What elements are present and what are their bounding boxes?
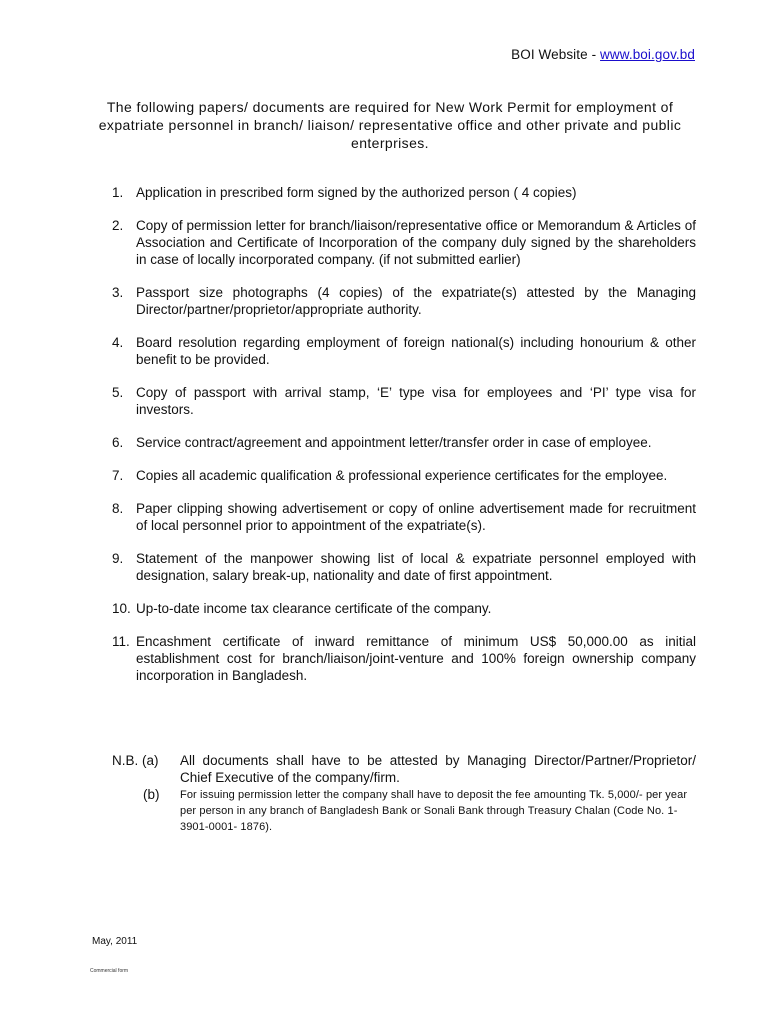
list-item	[112, 600, 696, 617]
item-number: 1.	[112, 185, 124, 200]
item-text: Encashment certificate of inward remittance of minimum US$ 50,000.00 as initial establishment cost for branch/liaison/joint-venture and 100% foreign ownership company incorporation in Bangladesh.	[136, 634, 696, 683]
nb-label-b: (b)	[143, 787, 160, 802]
item-text: Passport size photographs (4 copies) of the expatriate(s) attested by the Managing Director/partner/proprietor/appropriate authority.	[136, 285, 696, 317]
item-number: 2.	[112, 218, 124, 233]
item-text: Up-to-date income tax clearance certificate of the company.	[136, 601, 492, 616]
nb-label-a: N.B. (a)	[112, 753, 159, 768]
item-text: Statement of the manpower showing list of local & expatriate personnel employed with designation, salary break-up, nationality and date of first appointment.	[136, 551, 696, 583]
item-text: Copy of permission letter for branch/liaison/representative office or Memorandum & Articles of Association and Certificate of Incorporation of the company duly signed by the shareholders in case of locally incorporated company. (if not submitted earlier)	[136, 218, 696, 267]
list-item	[112, 184, 696, 201]
nota-bene-b	[112, 786, 696, 835]
nb-text-b: For issuing permission letter the company shall have to deposit the fee amounting Tk. 5,000/- per year per person in any branch of Bangladesh Bank or Sonali Bank through Treasury Chalan (Code No. 1-3901-0001- 1876).	[180, 789, 688, 833]
item-text: Copies all academic qualification & professional experience certificates for the employee.	[136, 468, 668, 483]
item-number: 7.	[112, 468, 124, 483]
list-item	[112, 434, 696, 451]
requirements-list	[112, 184, 696, 700]
item-text: Service contract/agreement and appointment letter/transfer order in case of employee.	[136, 435, 652, 450]
list-item	[112, 633, 696, 684]
list-item	[112, 467, 696, 484]
item-number: 5.	[112, 385, 124, 400]
list-item	[112, 384, 696, 418]
nota-bene-section	[112, 752, 696, 835]
list-item	[112, 284, 696, 318]
item-number: 4.	[112, 335, 124, 350]
website-link[interactable]: www.boi.gov.bd	[600, 47, 695, 62]
list-item	[112, 550, 696, 584]
footer-form-label: Commercial form	[90, 968, 129, 974]
item-text: Board resolution regarding employment of foreign national(s) including honourium & other benefit to be provided.	[136, 335, 696, 367]
item-number: 3.	[112, 285, 124, 300]
item-number: 10.	[112, 601, 131, 616]
item-number: 9.	[112, 551, 124, 566]
list-item	[112, 334, 696, 368]
item-text: Paper clipping showing advertisement or copy of online advertisement made for recruitment of local personnel prior to appointment of the expatriate(s).	[136, 501, 696, 533]
nb-text-a: All documents shall have to be attested by Managing Director/Partner/Proprietor/ Chief Executive of the company/firm.	[180, 753, 696, 785]
list-item	[112, 217, 696, 268]
footer-date: May, 2011	[92, 936, 138, 947]
document-title: The following papers/ documents are required for New Work Permit for employment of expatriate personnel in branch/ liaison/ representative office and other private and public enterprises.	[98, 99, 682, 151]
header-prefix: BOI Website -	[511, 47, 601, 62]
item-text: Copy of passport with arrival stamp, ‘E’ type visa for employees and ‘PI’ type visa for investors.	[136, 385, 696, 417]
item-number: 11.	[112, 634, 130, 649]
header-website-line	[511, 47, 695, 62]
item-number: 8.	[112, 501, 124, 516]
item-number: 6.	[112, 435, 124, 450]
nota-bene-a	[112, 752, 696, 786]
list-item	[112, 500, 696, 534]
item-text: Application in prescribed form signed by the authorized person ( 4 copies)	[136, 185, 577, 200]
